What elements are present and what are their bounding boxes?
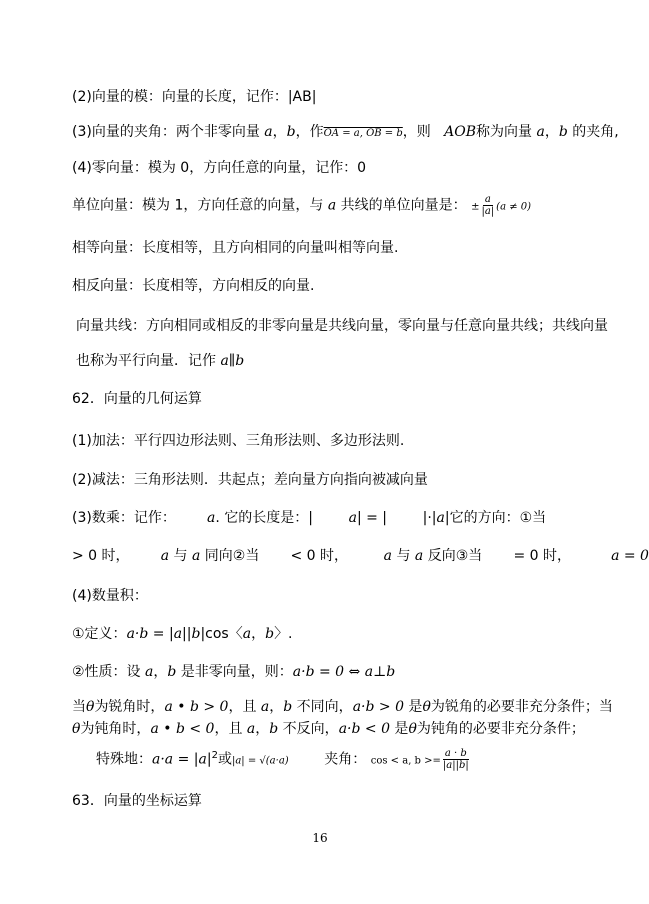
formula: a∥b <box>220 353 245 369</box>
symbol: a <box>246 721 256 737</box>
symbol: b <box>265 626 275 642</box>
fraction-denominator: |a| <box>481 206 495 217</box>
symbol: θ <box>422 699 431 715</box>
dot-product-definition <box>72 624 293 644</box>
exponent: 2 <box>211 750 218 761</box>
text: = | <box>173 751 199 768</box>
text: ， <box>153 664 168 680</box>
symbol: b <box>191 626 201 642</box>
symbol: a <box>145 664 154 680</box>
cos-fraction <box>441 748 471 771</box>
text: < 0 时， <box>290 548 349 564</box>
formula: a·b = 0 ⇔ a⊥b <box>292 664 396 680</box>
symbol: a <box>260 699 270 715</box>
text: || <box>182 626 192 642</box>
symbol: b <box>286 124 296 140</box>
formula: OA = a, OB = b <box>323 128 403 139</box>
addition-line: (1)加法：平行四边形法则、三角形法则、多边形法则. <box>72 433 405 449</box>
text: |它的方向：①当 <box>444 510 547 526</box>
symbol: a <box>536 124 545 140</box>
subtraction-line: (2)减法：三角形法则．共起点；差向量方向指向被减向量 <box>72 472 428 488</box>
collinear-vector-line: 向量共线：方向相同或相反的非零向量是共线向量，零向量与任意向量共线；共线向量 <box>76 318 608 334</box>
text: ， <box>251 626 266 642</box>
text: 同向②当 <box>200 548 260 564</box>
vector-angle-line <box>72 122 619 144</box>
symbol: a·a <box>152 751 174 768</box>
text: ，且 <box>214 721 247 737</box>
scalar-mult-line <box>72 508 546 528</box>
symbol: a·b <box>126 626 149 642</box>
symbol: b <box>167 664 177 680</box>
text: 特殊地： <box>96 751 152 768</box>
text: 为钝角时， <box>80 721 151 737</box>
section-62-heading: 62．向量的几何运算 <box>72 391 202 407</box>
text: ，则 <box>402 124 431 140</box>
text: 单位向量：模为 1，方向任意的向量，与 <box>72 197 328 214</box>
symbol: θ <box>408 721 417 737</box>
page-number: 16 <box>312 831 328 845</box>
text: 不同向， <box>292 699 353 715</box>
symbol: a <box>198 751 207 768</box>
unit-vector-line <box>72 194 531 218</box>
text: 或 <box>217 751 232 768</box>
text: 也称为平行向量．记作 <box>76 353 221 369</box>
text: ，作 <box>295 124 324 140</box>
text: ， <box>272 124 287 140</box>
text: 共线的单位向量是： <box>336 197 467 214</box>
symbol: a <box>264 124 273 140</box>
text: 与 <box>169 548 192 564</box>
symbol: b <box>558 124 568 140</box>
text: ，且 <box>228 699 261 715</box>
formula: |a| = √(a·a) <box>231 755 289 767</box>
symbol: a <box>436 510 445 526</box>
symbol: b <box>283 699 293 715</box>
section-63-heading: 63．向量的坐标运算 <box>72 793 202 809</box>
fraction-denominator: |a||b| <box>442 760 469 772</box>
symbol: AOB <box>444 124 477 140</box>
symbol: a <box>383 548 393 564</box>
formula: a • b > 0 <box>164 699 229 715</box>
acute-angle-line <box>72 697 613 717</box>
scalar-direction-line <box>72 546 649 566</box>
text: 是 <box>403 699 423 715</box>
text: 为钝角的必要非充分条件； <box>416 721 585 737</box>
vector-modulus-line: (2)向量的模：向量的长度，记作：|AB| <box>72 89 317 105</box>
text: . 它的长度是：| <box>215 510 313 526</box>
symbol: a <box>327 197 337 214</box>
zero-vector-line: (4)零向量：模为 0，方向任意的向量，记作：0 <box>72 160 367 176</box>
symbol: b <box>269 721 279 737</box>
unit-fraction <box>479 194 496 217</box>
text: ， <box>544 124 559 140</box>
symbol: a <box>414 548 424 564</box>
text: = 0 时， <box>513 548 571 564</box>
text: ①定义： <box>72 626 127 642</box>
condition: (a ≠ 0) <box>496 201 532 213</box>
text: 当 <box>72 699 86 715</box>
text: | <box>206 751 212 768</box>
plus-minus: ± <box>471 201 480 213</box>
formula: a·b > 0 <box>352 699 404 715</box>
cos-formula: cos < a, b >= <box>370 755 441 767</box>
text: |cos〈 <box>200 626 243 642</box>
symbol: a <box>348 510 357 526</box>
text: (3)数乘：记作： <box>72 510 176 526</box>
text: 夹角： <box>324 751 367 768</box>
symbol: a <box>207 510 216 526</box>
text: ， <box>269 699 284 715</box>
text: 反向③当 <box>423 548 483 564</box>
text: 〉. <box>274 626 293 642</box>
text: (3)向量的夹角：两个非零向量 <box>72 124 265 140</box>
text: 是非零向量，则： <box>176 664 293 680</box>
formula: a·b < 0 <box>338 721 390 737</box>
text: 与 <box>392 548 415 564</box>
parallel-vector-line <box>76 351 244 371</box>
dot-product-heading: (4)数量积： <box>72 588 148 604</box>
text: | = | <box>356 510 388 526</box>
text: ②性质：设 <box>72 664 146 680</box>
text: 称为向量 <box>476 124 537 140</box>
text: 为锐角时， <box>94 699 165 715</box>
dot-product-property <box>72 662 395 682</box>
text: 是 <box>389 721 409 737</box>
text: > 0 时， <box>72 548 130 564</box>
special-case-line <box>96 746 471 772</box>
symbol: θ <box>86 699 95 715</box>
formula: a • b < 0 <box>150 721 215 737</box>
text: = | <box>148 626 174 642</box>
symbol: a <box>173 626 183 642</box>
symbol: θ <box>72 721 81 737</box>
symbol: a <box>242 626 252 642</box>
fraction-numerator: a <box>484 194 491 205</box>
equal-vector-line: 相等向量：长度相等，且方向相同的向量叫相等向量. <box>72 240 399 256</box>
formula: a = 0 <box>611 548 649 564</box>
symbol: a <box>160 548 170 564</box>
opposite-vector-line: 相反向量：长度相等，方向相反的向量. <box>72 278 315 294</box>
text: 的夹角, <box>567 124 619 140</box>
text: ， <box>255 721 270 737</box>
text: 为锐角的必要非充分条件；当 <box>430 699 613 715</box>
symbol: a <box>191 548 201 564</box>
obtuse-angle-line <box>72 719 585 739</box>
text: 不反向， <box>278 721 339 737</box>
text: |·| <box>422 510 437 526</box>
fraction-numerator: a · b <box>444 748 467 760</box>
